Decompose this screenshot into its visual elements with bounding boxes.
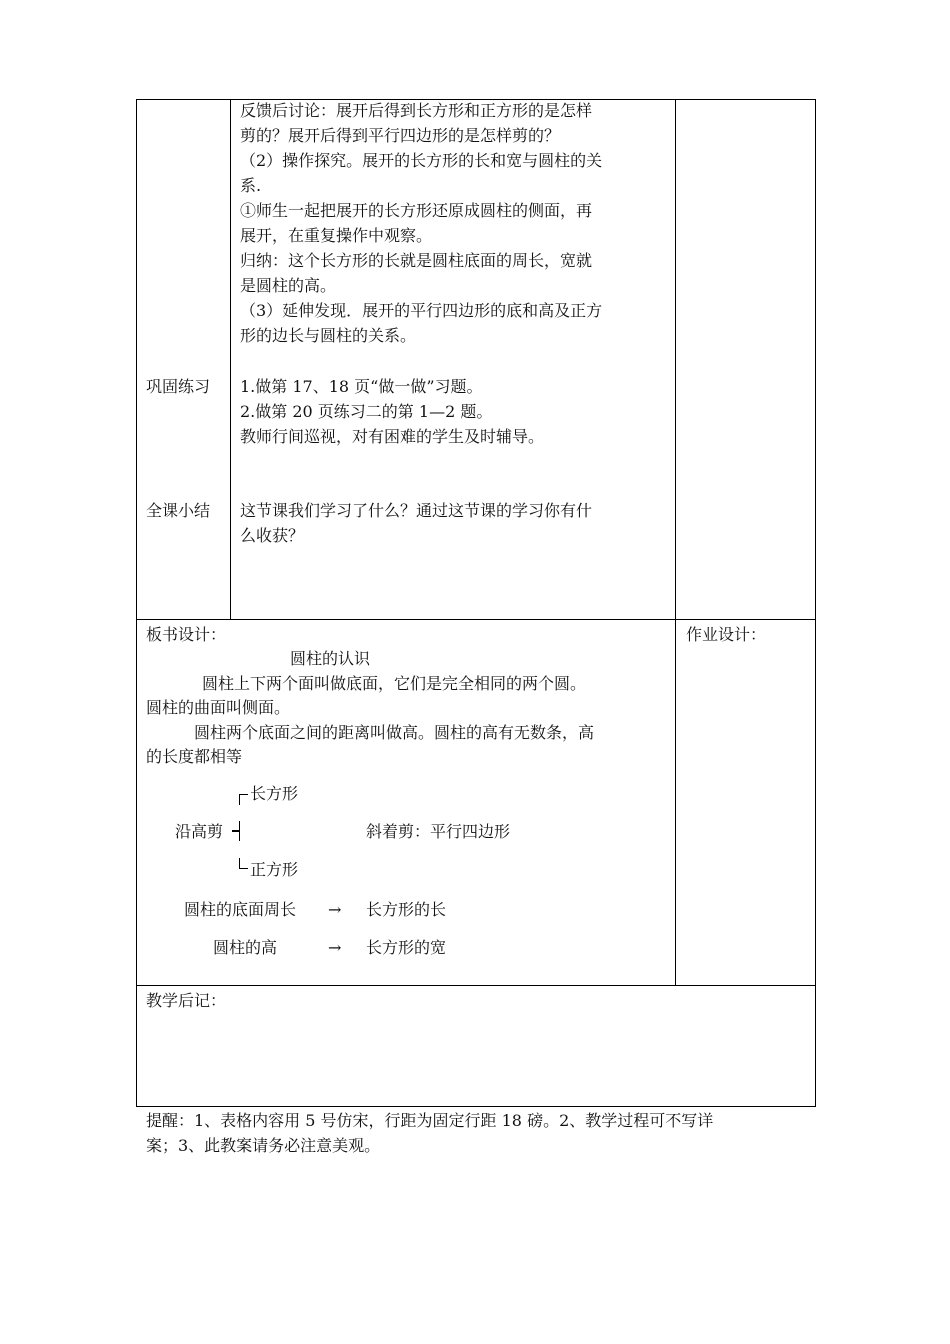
- cut-result-top: 长方形: [250, 784, 299, 803]
- discussion-line: （2）操作探究。展开的长方形的长和宽与圆柱的关: [240, 151, 603, 170]
- map2-left: 圆柱的高: [213, 938, 278, 957]
- discussion-line: 是圆柱的高。: [240, 276, 337, 295]
- postscript-label: 教学后记：: [146, 991, 227, 1010]
- summary-line: 么收获？: [240, 526, 305, 545]
- map2-right: 长方形的宽: [366, 938, 447, 957]
- brace-tick: [232, 830, 240, 832]
- cut-label: 沿高剪: [175, 822, 224, 841]
- board-para1-line2: 圆柱的曲面叫侧面。: [146, 698, 291, 717]
- map1-arrow-icon: →: [328, 900, 342, 919]
- discussion-line: 展开，在重复操作中观察。: [240, 226, 433, 245]
- practice-line: 教师行间巡视，对有困难的学生及时辅导。: [240, 427, 545, 446]
- table-border-bottom: [136, 1106, 816, 1107]
- discussion-line: 归纳：这个长方形的长就是圆柱底面的周长，宽就: [240, 251, 593, 270]
- board-para2-line1: 圆柱两个底面之间的距离叫做高。圆柱的高有无数条，高: [194, 723, 595, 742]
- practice-line: 1.做第 17、18 页“做一做”习题。: [240, 377, 483, 396]
- discussion-line: 反馈后讨论：展开后得到长方形和正方形的是怎样: [240, 101, 593, 120]
- reminder-line1: 提醒：1、表格内容用 5 号仿宋，行距为固定行距 18 磅。2、教学过程可不写详: [146, 1111, 714, 1130]
- homework-label: 作业设计：: [686, 625, 767, 644]
- table-border-right: [815, 99, 816, 1107]
- board-para1-line1: 圆柱上下两个面叫做底面，它们是完全相同的两个圆。: [202, 674, 587, 693]
- discussion-line: 形的边长与圆柱的关系。: [240, 326, 417, 345]
- map1-right: 长方形的长: [366, 900, 447, 919]
- brace-bottom: [239, 858, 248, 869]
- summary-line: 这节课我们学习了什么？通过这节课的学习你有什: [240, 501, 593, 520]
- map1-left: 圆柱的底面周长: [184, 900, 297, 919]
- practice-line: 2.做第 20 页练习二的第 1—2 题。: [240, 402, 493, 421]
- table-divider-label-col: [230, 99, 231, 619]
- cut-oblique: 斜着剪：平行四边形: [366, 822, 511, 841]
- discussion-line: 系.: [240, 176, 262, 195]
- practice-block: [240, 374, 544, 449]
- label-summary: 全课小结: [146, 501, 211, 520]
- board-label: 板书设计：: [146, 625, 227, 644]
- reminder-line2: 案；3、此教案请务必注意美观。: [146, 1136, 381, 1155]
- table-divider-postscript: [136, 985, 816, 986]
- board-para2-line2: 的长度都相等: [146, 747, 243, 766]
- discussion-line: ①师生一起把展开的长方形还原成圆柱的侧面，再: [240, 201, 593, 220]
- discussion-line: 剪的？展开后得到平行四边形的是怎样剪的？: [240, 126, 561, 145]
- brace-top: [239, 794, 248, 805]
- map2-arrow-icon: →: [328, 938, 342, 957]
- discussion-line: （3）延伸发现．展开的平行四边形的底和高及正方: [240, 301, 603, 320]
- table-border-left: [136, 99, 137, 1107]
- table-divider-notes-col: [675, 99, 676, 985]
- discussion-block: [240, 98, 602, 348]
- table-divider-board: [136, 619, 816, 620]
- label-consolidate: 巩固练习: [146, 377, 211, 396]
- cut-result-bottom: 正方形: [250, 860, 299, 879]
- board-title: 圆柱的认识: [290, 649, 371, 668]
- summary-block: [240, 498, 592, 548]
